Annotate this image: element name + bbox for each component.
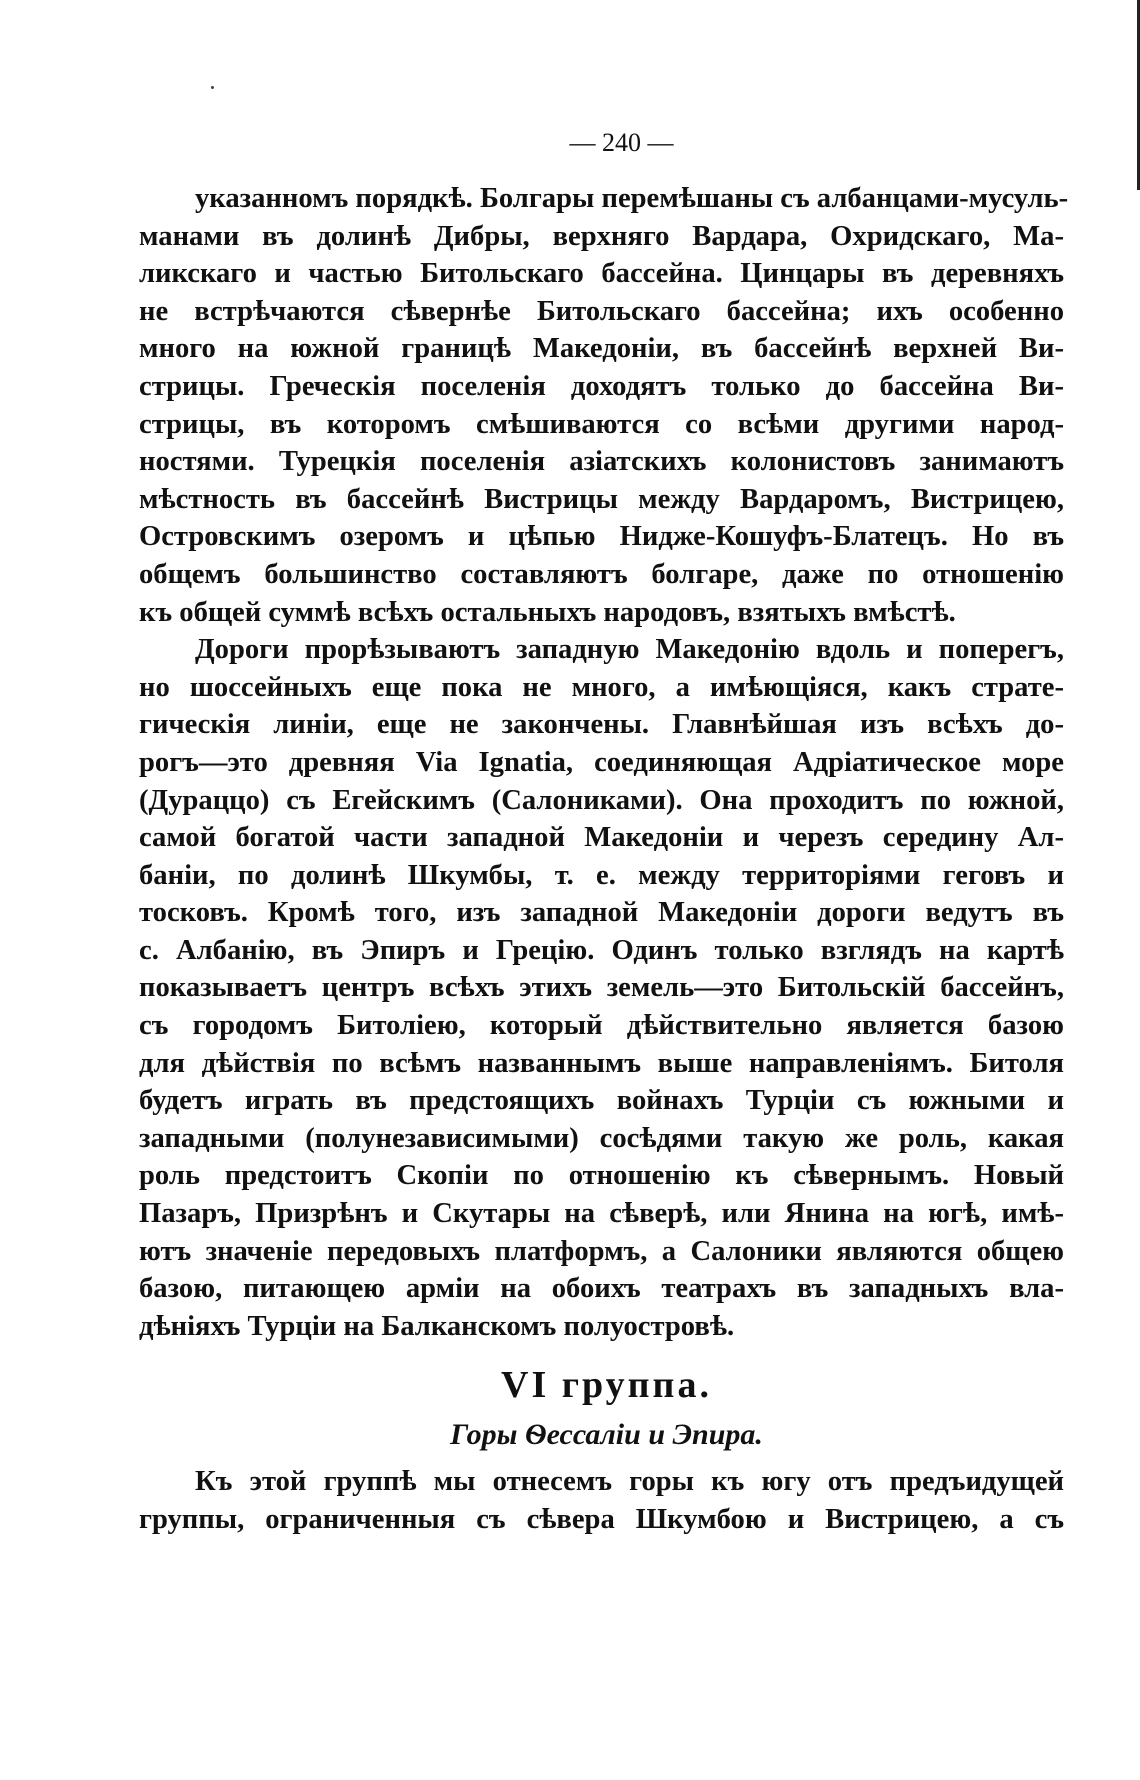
text-line: стрицы. Греческія поселенія доходятъ только до бассейна Ви- — [139, 370, 1064, 402]
text-line: много на южной границѣ Македоніи, въ бассейнѣ верхней Ви- — [139, 333, 1064, 365]
text-line: Дороги прорѣзываютъ западную Македонію вдоль и поперегъ, — [195, 634, 1064, 666]
text-line: указанномъ порядкѣ. Болгары перемѣшаны съ албанцами-мусуль- — [195, 183, 1069, 214]
text-line: ностями. Турецкія поселенія азіатскихъ колонистовъ занимаютъ — [139, 446, 1064, 478]
paragraph-roads — [139, 631, 1064, 1345]
section-subtitle: Горы Ѳессаліи и Эпира. — [450, 1418, 763, 1452]
text-line: мѣстность въ бассейнѣ Вистрицы между Вардаромъ, Вистрицею, — [139, 483, 1064, 515]
book-page — [139, 126, 1069, 1539]
text-line: будетъ играть въ предстоящихъ войнахъ Турціи съ южными и — [139, 1085, 1064, 1117]
text-line: Пазаръ, Призрѣнъ и Скутары на сѣверѣ, или Янина на югѣ, имѣ- — [139, 1198, 1064, 1230]
text-line: рогъ—это древняя Via Ignatia, соединяющая Адріатическое море — [139, 746, 1064, 778]
paragraph-ethnic-composition — [139, 180, 1069, 631]
text-line: общемъ большинство составляютъ болгаре, даже по отношенію — [139, 558, 1064, 590]
text-line: но шоссейныхъ еще пока не много, а имѣющіяся, какъ страте- — [139, 671, 1064, 703]
text-line: баніи, по долинѣ Шкумбы, т. е. между территоріями геговъ и — [139, 859, 1064, 891]
text-line: (Дураццо) съ Егейскимъ (Салониками). Она проходитъ по южной, — [139, 784, 1064, 816]
text-line: гическія линіи, еще не закончены. Главнѣйшая изъ всѣхъ до- — [139, 709, 1064, 741]
page-number: — 240 — — [569, 128, 674, 157]
text-line: манами въ долинѣ Дибры, верхняго Вардара, Охридскаго, Ма- — [139, 220, 1064, 252]
text-line: группы, ограниченныя съ сѣвера Шкумбою и Вистрицею, а съ — [139, 1504, 1064, 1535]
text-line: тосковъ. Кромѣ того, изъ западной Македоніи дороги ведутъ въ — [139, 897, 1064, 929]
text-line: Къ этой группѣ мы отнесемъ горы къ югу отъ предъидущей — [195, 1466, 1064, 1498]
text-line: западными (полунезависимыми) сосѣдями такую же роль, какая — [139, 1122, 1064, 1154]
text-line: къ общей суммѣ всѣхъ остальныхъ народовъ, взятыхъ вмѣстѣ. — [139, 596, 956, 628]
text-line: для дѣйствія по всѣмъ названнымъ выше направленіямъ. Битоля — [139, 1047, 1064, 1079]
paragraph-group-intro — [139, 1463, 1064, 1538]
text-line: не встрѣчаются сѣвернѣе Битольскаго бассейна; ихъ особенно — [139, 295, 1064, 327]
text-line: с. Албанію, въ Эпиръ и Грецію. Одинъ только взглядъ на картѣ — [139, 934, 1064, 966]
text-line: роль предстоитъ Скопіи по отношенію къ сѣвернымъ. Новый — [139, 1160, 1064, 1192]
text-line: самой богатой части западной Македоніи и черезъ середину Ал- — [139, 822, 1064, 854]
text-line: стрицы, въ которомъ смѣшиваются со всѣми другими народ- — [139, 408, 1064, 440]
text-line: ликскаго и частью Битольскаго бассейна. Цинцары въ деревняхъ — [139, 258, 1064, 290]
text-line: показываетъ центръ всѣхъ этихъ земель—это Битольскій бассейнъ, — [139, 972, 1064, 1004]
text-line: дѣніяхъ Турціи на Балканскомъ полуостровѣ. — [139, 1310, 735, 1342]
scan-speck — [211, 86, 214, 89]
text-line: Островскимъ озеромъ и цѣпью Нидже-Кошуфъ-Блатецъ. Но въ — [139, 521, 1064, 553]
text-line: съ городомъ Битоліею, который дѣйствительно является базою — [139, 1010, 1064, 1042]
section-title: VI группа. — [501, 1364, 712, 1407]
text-line: базою, питающею арміи на обоихъ театрахъ въ западныхъ вла- — [139, 1273, 1064, 1305]
text-line: ютъ значеніе передовыхъ платформъ, а Салоники являются общею — [139, 1235, 1064, 1267]
